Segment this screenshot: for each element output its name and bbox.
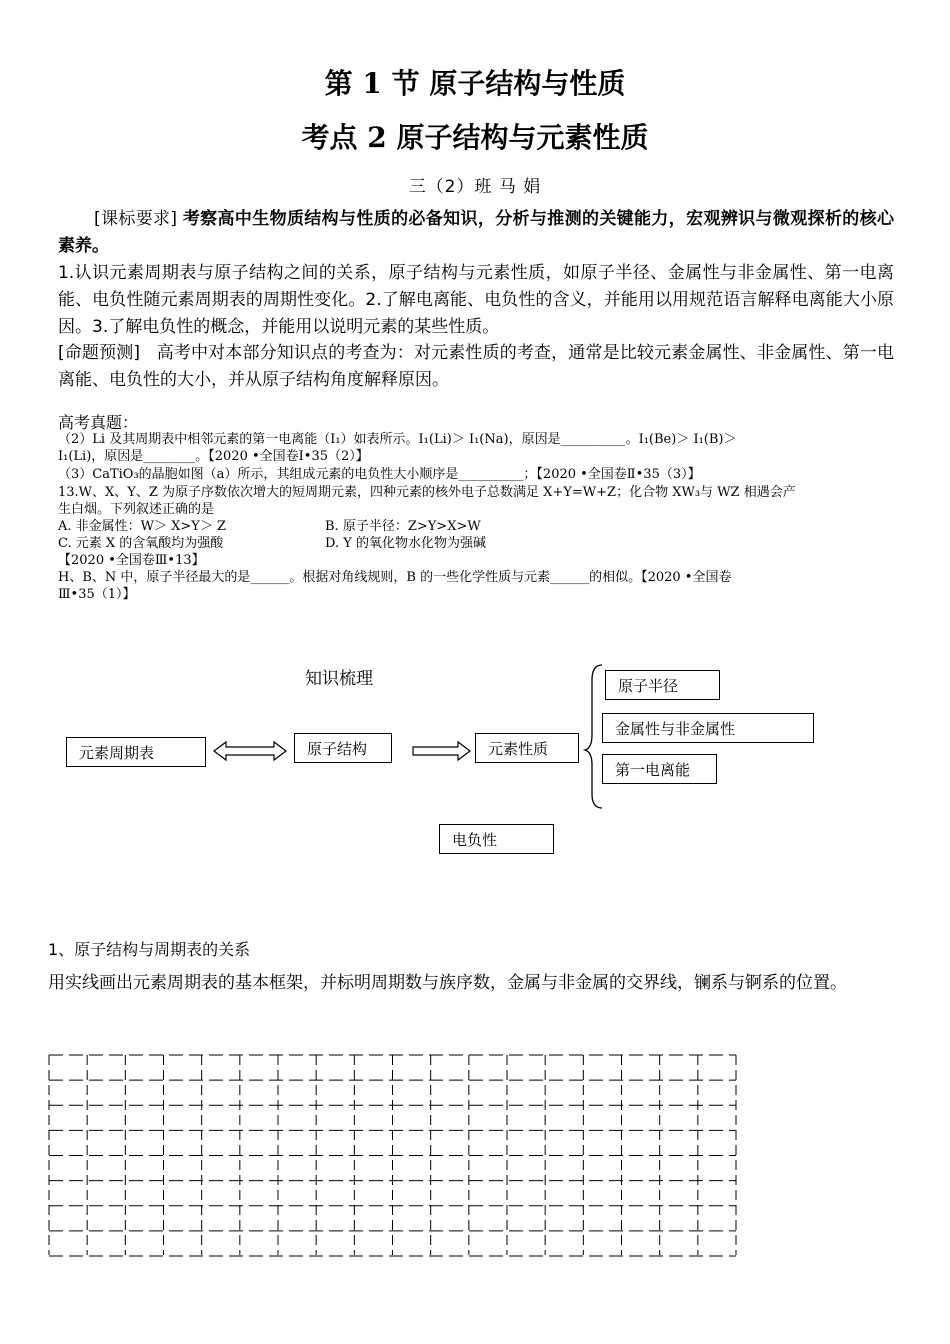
periodic-table-grid bbox=[48, 1054, 738, 1257]
section1-heading: 1、原子结构与周期表的关系 bbox=[48, 940, 251, 959]
brace-icon bbox=[585, 665, 602, 808]
box-periodic-table: 元素周期表 bbox=[66, 737, 206, 767]
box-atomic-radius: 原子半径 bbox=[605, 670, 720, 700]
requirement-label: [课标要求] bbox=[94, 209, 178, 229]
box-electronegativity: 电负性 bbox=[439, 824, 554, 854]
exam-q2-line2: I₁(Li)，原因是________。【2020 •全国卷Ⅰ•35（2）】 bbox=[58, 449, 369, 464]
exam-q2-line1: （2）Li 及其周期表中相邻元素的第一电离能（I₁）如表所示。I₁(Li)＞ I₁(Na)，原因是__________。I₁(Be)＞ I₁(B)＞ bbox=[58, 432, 737, 447]
exam-option-c: C. 元素 X 的含氧酸均为强酸 bbox=[58, 536, 224, 551]
box-ionization: 第一电离能 bbox=[602, 754, 717, 784]
requirement-body: 1.认识元素周期表与原子结构之间的关系，原子结构与元素性质，如原子半径、金属性与非金属性、第一电离能、电负性随元素周期表的周期性变化。2.了解电离能、电负性的含义，并能用以用规范语言解释电离能大小原因。3.了解电负性的概念，并能用以说明元素的某些性质。 bbox=[58, 263, 894, 337]
box-metallic: 金属性与非金属性 bbox=[602, 713, 814, 743]
prediction-label: [命题预测] bbox=[58, 343, 141, 363]
double-arrow-icon bbox=[214, 742, 286, 760]
exam-q13-line1: 13.W、X、Y、Z 为原子序数依次增大的短周期元素，四种元素的核外电子总数满足 X+Y=W+Z；化合物 XW₃与 WZ 相遇会产 bbox=[58, 485, 796, 500]
exam-hbn-line2: Ⅲ•35（1）】 bbox=[58, 587, 136, 602]
exam-heading: 高考真题： bbox=[58, 413, 139, 432]
exam-q13-source: 【2020 •全国卷Ⅲ•13】 bbox=[58, 553, 205, 568]
prediction-body: 高考中对本部分知识点的考查为：对元素性质的考查，通常是比较元素金属性、非金属性、第一电离能、电负性的大小，并从原子结构角度解释原因。 bbox=[58, 343, 895, 390]
page-title: 第 1 节 原子结构与性质 bbox=[324, 67, 626, 100]
exam-option-a: A. 非金属性：W＞ X>Y＞ Z bbox=[58, 519, 227, 534]
exam-option-d: D. Y 的氧化物水化物为强碱 bbox=[325, 536, 486, 551]
right-arrow-icon bbox=[413, 742, 470, 760]
section1-instruction: 用实线画出元素周期表的基本框架，并标明周期数与族序数，金属与非金属的交界线，镧系与锕系的位置。 bbox=[48, 973, 847, 993]
mindmap-heading: 知识梳理 bbox=[305, 669, 373, 689]
requirement-bold-text: 考察高中生物质结构与性质的必备知识，分析与推测的关键能力，宏观辨识与微观探析的核心素养。 bbox=[58, 209, 895, 256]
box-atomic-structure: 原子结构 bbox=[294, 733, 392, 763]
exam-q13-line2: 生白烟。下列叙述正确的是 bbox=[58, 502, 215, 517]
page-subtitle: 考点 2 原子结构与元素性质 bbox=[301, 121, 649, 154]
exam-q3: （3）CaTiO₃的晶胞如图（a）所示，其组成元素的电负性大小顺序是__________；【2020 •全国卷Ⅱ•35（3）】 bbox=[58, 467, 701, 482]
box-element-properties: 元素性质 bbox=[475, 733, 579, 763]
author-line: 三（2）班 马 娟 bbox=[408, 177, 542, 197]
exam-option-b: B. 原子半径：Z>Y>X>W bbox=[325, 519, 481, 534]
exam-hbn-line1: H、B、N 中，原子半径最大的是______。根据对角线规则，B 的一些化学性质与元素______的相似。【2020 •全国卷 bbox=[58, 570, 732, 585]
